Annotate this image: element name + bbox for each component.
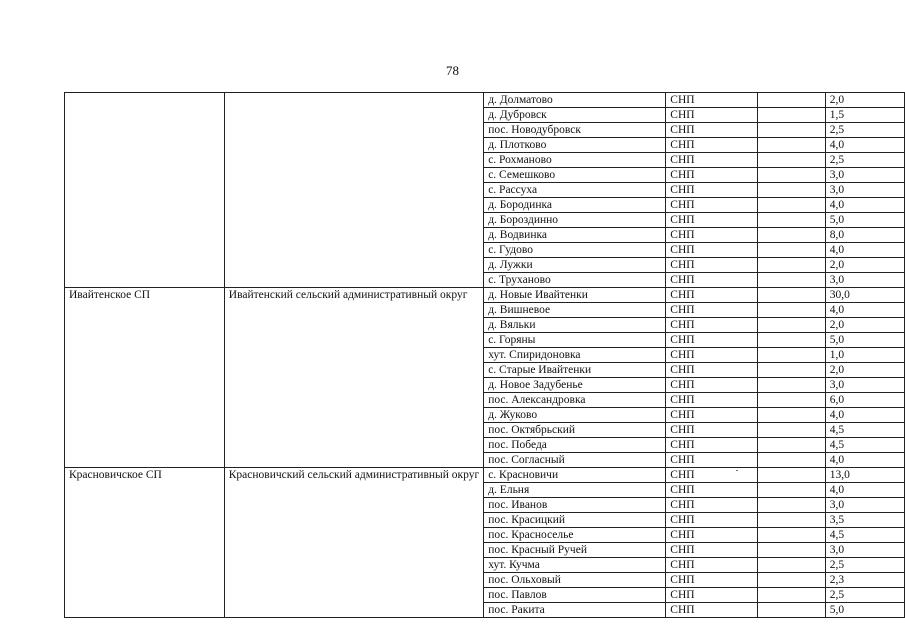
settlement-name-cell: д. Долматово [484, 93, 666, 108]
settlement-type-cell: СНП [666, 318, 758, 333]
settlement-value-cell: 2,5 [825, 558, 904, 573]
settlement-type-cell: СНП [666, 543, 758, 558]
settlement-type-cell: СНП [666, 108, 758, 123]
settlement-value-cell: 2,5 [825, 588, 904, 603]
settlement-type-cell: СНП [666, 528, 758, 543]
settlement-value-cell: 3,0 [825, 378, 904, 393]
empty-cell [758, 183, 826, 198]
settlement-name-cell: д. Бороздинно [484, 213, 666, 228]
settlement-name-cell: пос. Победа [484, 438, 666, 453]
settlement-name-cell: пос. Новодубровск [484, 123, 666, 138]
settlement-name-cell: д. Лужки [484, 258, 666, 273]
settlement-type-cell: СНП [666, 228, 758, 243]
settlement-type-cell: СНП [666, 168, 758, 183]
empty-cell [758, 378, 826, 393]
empty-cell [758, 288, 826, 303]
settlement-name-cell: д. Бородинка [484, 198, 666, 213]
settlement-type-cell: СНП [666, 393, 758, 408]
settlement-value-cell: 5,0 [825, 333, 904, 348]
settlement-value-cell: 3,0 [825, 168, 904, 183]
settlement-type-cell: СНП [666, 423, 758, 438]
settlement-value-cell: 1,0 [825, 348, 904, 363]
settlement-type-cell: СНП [666, 453, 758, 468]
empty-cell [758, 108, 826, 123]
empty-cell [758, 213, 826, 228]
settlement-type-cell: СНП [666, 408, 758, 423]
settlement-name-cell: пос. Иванов [484, 498, 666, 513]
settlement-group-sp [65, 93, 225, 288]
settlement-value-cell: 4,0 [825, 303, 904, 318]
settlement-type-cell: СНП [666, 123, 758, 138]
settlement-value-cell: 5,0 [825, 603, 904, 618]
settlement-value-cell: 5,0 [825, 213, 904, 228]
empty-cell [758, 333, 826, 348]
settlement-type-cell: СНП [666, 588, 758, 603]
settlement-name-cell: д. Водвинка [484, 228, 666, 243]
settlement-value-cell: 4,0 [825, 243, 904, 258]
table-body [65, 93, 905, 618]
settlement-value-cell: 2,5 [825, 123, 904, 138]
empty-cell [758, 483, 826, 498]
settlement-type-cell: СНП [666, 498, 758, 513]
empty-cell [758, 93, 826, 108]
empty-cell [758, 393, 826, 408]
settlement-type-cell: СНП [666, 378, 758, 393]
settlement-group-sp: Красновичское СП [65, 468, 225, 618]
settlement-name-cell: пос. Ракита [484, 603, 666, 618]
settlement-value-cell: 2,0 [825, 363, 904, 378]
settlement-type-cell: СНП [666, 138, 758, 153]
table-row [65, 93, 905, 108]
settlement-value-cell: 2,0 [825, 258, 904, 273]
empty-cell [758, 153, 826, 168]
settlement-name-cell: хут. Кучма [484, 558, 666, 573]
settlement-value-cell: 4,0 [825, 453, 904, 468]
settlement-name-cell: д. Вяльки [484, 318, 666, 333]
settlement-name-cell: пос. Красноселье [484, 528, 666, 543]
empty-cell [758, 258, 826, 273]
settlement-name-cell: с. Труханово [484, 273, 666, 288]
settlement-value-cell: 3,0 [825, 543, 904, 558]
settlement-type-cell: СНП [666, 303, 758, 318]
settlement-value-cell: 4,0 [825, 138, 904, 153]
empty-cell [758, 423, 826, 438]
settlement-value-cell: 2,0 [825, 93, 904, 108]
settlement-value-cell: 2,3 [825, 573, 904, 588]
settlement-name-cell: пос. Александровка [484, 393, 666, 408]
settlement-value-cell: 4,5 [825, 423, 904, 438]
empty-cell [758, 453, 826, 468]
settlement-value-cell: 2,0 [825, 318, 904, 333]
settlement-name-cell: с. Семешково [484, 168, 666, 183]
empty-cell [758, 558, 826, 573]
settlement-type-cell: СНП [666, 468, 758, 483]
empty-cell [758, 603, 826, 618]
settlement-name-cell: с. Старые Ивайтенки [484, 363, 666, 378]
empty-cell [758, 468, 826, 483]
empty-cell [758, 498, 826, 513]
settlement-type-cell: СНП [666, 243, 758, 258]
settlement-value-cell: 13,0 [825, 468, 904, 483]
empty-cell [758, 543, 826, 558]
settlement-group-okrug [224, 93, 483, 288]
settlement-name-cell: с. Рассуха [484, 183, 666, 198]
empty-cell [758, 123, 826, 138]
settlement-type-cell: СНП [666, 558, 758, 573]
settlement-value-cell: 4,0 [825, 483, 904, 498]
settlement-name-cell: пос. Согласный [484, 453, 666, 468]
settlement-value-cell: 2,5 [825, 153, 904, 168]
settlement-group-sp: Ивайтенское СП [65, 288, 225, 468]
empty-cell [758, 303, 826, 318]
page-number: 78 [446, 63, 459, 78]
settlement-group-okrug: Красновичский сельский административный округ [224, 468, 483, 618]
settlement-name-cell: д. Жуково [484, 408, 666, 423]
settlement-type-cell: СНП [666, 573, 758, 588]
settlement-name-cell: с. Гудово [484, 243, 666, 258]
settlement-value-cell: 4,0 [825, 198, 904, 213]
empty-cell [758, 138, 826, 153]
settlement-name-cell: пос. Октябрьский [484, 423, 666, 438]
settlement-value-cell: 8,0 [825, 228, 904, 243]
empty-cell [758, 408, 826, 423]
scan-speck [736, 470, 738, 471]
settlement-name-cell: пос. Павлов [484, 588, 666, 603]
settlement-type-cell: СНП [666, 333, 758, 348]
settlement-type-cell: СНП [666, 513, 758, 528]
empty-cell [758, 363, 826, 378]
empty-cell [758, 588, 826, 603]
settlement-value-cell: 30,0 [825, 288, 904, 303]
empty-cell [758, 348, 826, 363]
settlement-type-cell: СНП [666, 273, 758, 288]
settlement-name-cell: д. Плотково [484, 138, 666, 153]
empty-cell [758, 243, 826, 258]
settlement-type-cell: СНП [666, 348, 758, 363]
empty-cell [758, 573, 826, 588]
settlement-type-cell: СНП [666, 258, 758, 273]
settlement-value-cell: 3,5 [825, 513, 904, 528]
settlement-value-cell: 4,5 [825, 438, 904, 453]
settlement-type-cell: СНП [666, 288, 758, 303]
settlement-name-cell: д. Дубровск [484, 108, 666, 123]
settlement-type-cell: СНП [666, 483, 758, 498]
settlement-name-cell: пос. Красицкий [484, 513, 666, 528]
settlement-value-cell: 3,0 [825, 273, 904, 288]
settlement-name-cell: с. Рохманово [484, 153, 666, 168]
empty-cell [758, 438, 826, 453]
settlement-value-cell: 3,0 [825, 498, 904, 513]
table-row [65, 468, 905, 483]
settlement-type-cell: СНП [666, 363, 758, 378]
settlement-type-cell: СНП [666, 603, 758, 618]
empty-cell [758, 168, 826, 183]
settlement-type-cell: СНП [666, 198, 758, 213]
settlement-value-cell: 4,5 [825, 528, 904, 543]
settlement-value-cell: 4,0 [825, 408, 904, 423]
settlement-type-cell: СНП [666, 183, 758, 198]
settlement-name-cell: д. Новые Ивайтенки [484, 288, 666, 303]
settlement-type-cell: СНП [666, 153, 758, 168]
empty-cell [758, 273, 826, 288]
settlement-value-cell: 6,0 [825, 393, 904, 408]
settlement-name-cell: д. Вишневое [484, 303, 666, 318]
settlement-name-cell: с. Красновичи [484, 468, 666, 483]
settlement-group-okrug: Ивайтенский сельский административный округ [224, 288, 483, 468]
empty-cell [758, 528, 826, 543]
settlement-name-cell: пос. Красный Ручей [484, 543, 666, 558]
settlement-name-cell: д. Новое Задубенье [484, 378, 666, 393]
settlement-value-cell: 1,5 [825, 108, 904, 123]
settlement-name-cell: д. Ельня [484, 483, 666, 498]
settlement-name-cell: пос. Ольховый [484, 573, 666, 588]
empty-cell [758, 198, 826, 213]
settlement-name-cell: хут. Спиридоновка [484, 348, 666, 363]
settlement-type-cell: СНП [666, 438, 758, 453]
settlements-table [64, 92, 905, 618]
settlement-name-cell: с. Горяны [484, 333, 666, 348]
empty-cell [758, 513, 826, 528]
table-row [65, 288, 905, 303]
settlement-type-cell: СНП [666, 93, 758, 108]
settlement-type-cell: СНП [666, 213, 758, 228]
empty-cell [758, 318, 826, 333]
settlement-value-cell: 3,0 [825, 183, 904, 198]
empty-cell [758, 228, 826, 243]
